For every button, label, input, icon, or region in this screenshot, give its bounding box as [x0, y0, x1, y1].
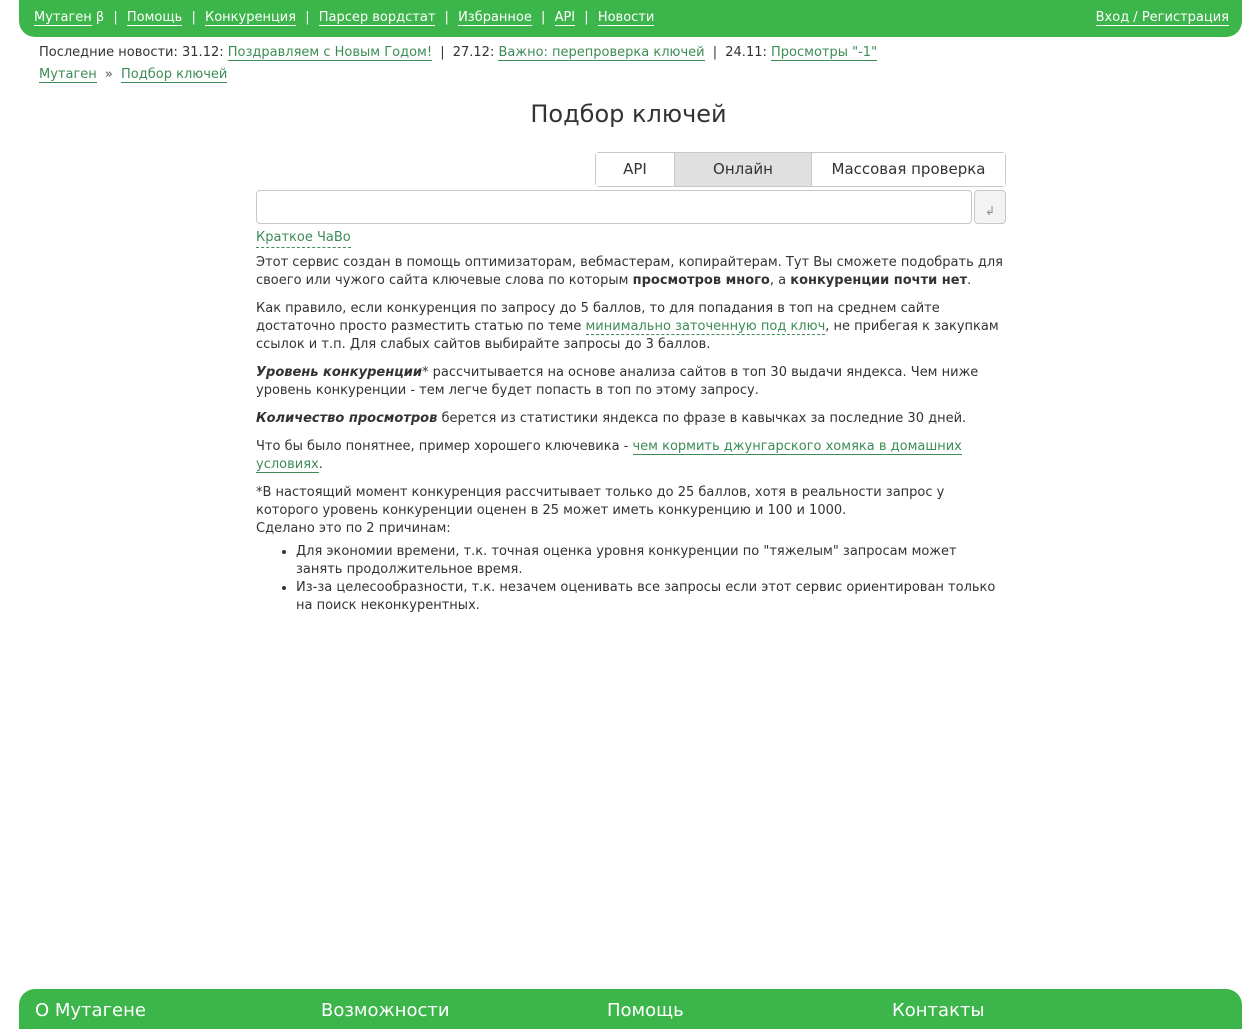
- bold-italic-term: Количество просмотров: [256, 411, 438, 426]
- keyword-search-input[interactable]: [256, 190, 972, 224]
- nav-link-competition[interactable]: Конкуренция: [204, 10, 297, 25]
- intro-paragraph: [256, 254, 1006, 290]
- news-date: 31.12:: [182, 45, 224, 60]
- tab-api[interactable]: API: [596, 153, 674, 186]
- news-link[interactable]: Просмотры "-1": [771, 45, 878, 60]
- news-separator: |: [440, 45, 445, 60]
- text-fragment: *В настоящий момент конкуренция рассчитывает только до 25 баллов, хотя в реальности запрос у которого уровень конкуренции оценен в 25 может иметь конкуренцию и 100 и 1000.: [256, 485, 945, 518]
- nav-separator: |: [541, 10, 546, 25]
- bold-text: конкуренции почти нет: [790, 273, 968, 288]
- news-date: 24.11:: [725, 45, 767, 60]
- competition-level-paragraph: [256, 364, 1006, 400]
- nav-link-api[interactable]: API: [554, 10, 576, 25]
- mode-tabs: [595, 152, 1006, 187]
- breadcrumb-current-link[interactable]: Подбор ключей: [121, 67, 228, 82]
- tab-online-selection[interactable]: Онлайн: [674, 153, 811, 186]
- nav-brand-link[interactable]: Мутаген: [34, 10, 92, 25]
- text-fragment: берется из статистики яндекса по фразе в кавычках за последние 30 дней.: [437, 411, 967, 426]
- list-item: • Из-за целесообразности, т.к. незачем оценивать все запросы если этот сервис ориентирован только на поиск неконкурентных.: [296, 579, 1006, 615]
- views-count-paragraph: [256, 410, 1006, 428]
- nav-separator: |: [113, 10, 118, 25]
- nav-separator: |: [444, 10, 449, 25]
- nav-link-help[interactable]: Помощь: [126, 10, 183, 25]
- example-keyword-link[interactable]: чем кормить джунгарского хомяка в домашних условиях: [256, 439, 962, 472]
- text-fragment: , а: [769, 273, 791, 288]
- text-fragment: Сделано это по 2 причинам:: [256, 521, 451, 536]
- breadcrumb-separator: »: [104, 67, 113, 82]
- page-title: Подбор ключей: [530, 100, 727, 128]
- description-content: [256, 229, 1006, 615]
- text-fragment: Этот сервис создан в помощь оптимизаторам, вебмастерам, копирайтерам. Тут Вы сможете подобрать для своего или чужого сайта ключевые слова по которым: [256, 255, 1003, 288]
- nav-separator: |: [305, 10, 310, 25]
- submit-button[interactable]: [974, 190, 1006, 224]
- tab-bulk-check[interactable]: Массовая проверка: [811, 153, 1005, 186]
- text-fragment: Как правило, если конкуренция по запросу до 5 баллов, то для попадания в топ на среднем сайте достаточно просто разместить статью по теме: [256, 301, 940, 334]
- nav-link-wordstat-parser[interactable]: Парсер вордстат: [318, 10, 436, 25]
- text-fragment: , не прибегая к закупкам ссылок и т.п. Для слабых сайтов выбирайте запросы до 3 баллов.: [256, 319, 999, 352]
- enter-icon: ↲: [984, 204, 996, 218]
- rule-paragraph: [256, 300, 1006, 354]
- news-separator: |: [712, 45, 718, 60]
- faq-link[interactable]: Краткое ЧаВо: [256, 229, 351, 248]
- footer-heading-features: Возможности: [321, 1000, 450, 1021]
- nav-separator: |: [584, 10, 589, 25]
- news-date: 27.12:: [452, 45, 495, 60]
- keyword-targeting-link[interactable]: минимально заточенную под ключ: [585, 319, 826, 334]
- breadcrumb-home-link[interactable]: Мутаген: [39, 67, 97, 82]
- footnote-paragraph: [256, 484, 1006, 538]
- example-paragraph: [256, 438, 1006, 474]
- reasons-list: [256, 543, 1006, 615]
- text-fragment: .: [318, 457, 323, 472]
- footer-bar: [19, 989, 1242, 1029]
- top-navbar: [19, 0, 1242, 37]
- login-area: [1096, 10, 1229, 25]
- text-fragment: .: [967, 273, 972, 288]
- login-register-link[interactable]: Вход / Регистрация: [1095, 10, 1229, 25]
- news-ticker: [39, 45, 877, 60]
- breadcrumb: [39, 67, 227, 82]
- footer-heading-about: О Мутагене: [35, 1000, 146, 1021]
- main-nav: [34, 10, 654, 25]
- nav-link-news[interactable]: Новости: [597, 10, 655, 25]
- bold-text: просмотров много: [632, 273, 770, 288]
- nav-separator: |: [191, 10, 196, 25]
- footer-heading-help: Помощь: [607, 1000, 684, 1021]
- news-link[interactable]: Поздравляем с Новым Годом!: [227, 45, 433, 60]
- news-link[interactable]: Важно: перепроверка ключей: [498, 45, 705, 60]
- nav-link-favorites[interactable]: Избранное: [458, 10, 532, 25]
- footer-heading-contacts: Контакты: [892, 1000, 985, 1021]
- news-label: Последние новости:: [39, 45, 178, 60]
- bold-italic-term: Уровень конкуренции: [256, 365, 423, 380]
- list-item: • Для экономии времени, т.к. точная оценка уровня конкуренции по "тяжелым" запросам может занять продолжительное время.: [296, 543, 1006, 579]
- text-fragment: Что бы было понятнее, пример хорошего ключевика -: [256, 439, 633, 454]
- text-fragment: * рассчитывается на основе анализа сайтов в топ 30 выдачи яндекса. Чем ниже уровень конкуренции - тем легче будет попасть в топ по этому запросу.: [256, 365, 979, 398]
- beta-label: β: [95, 10, 105, 25]
